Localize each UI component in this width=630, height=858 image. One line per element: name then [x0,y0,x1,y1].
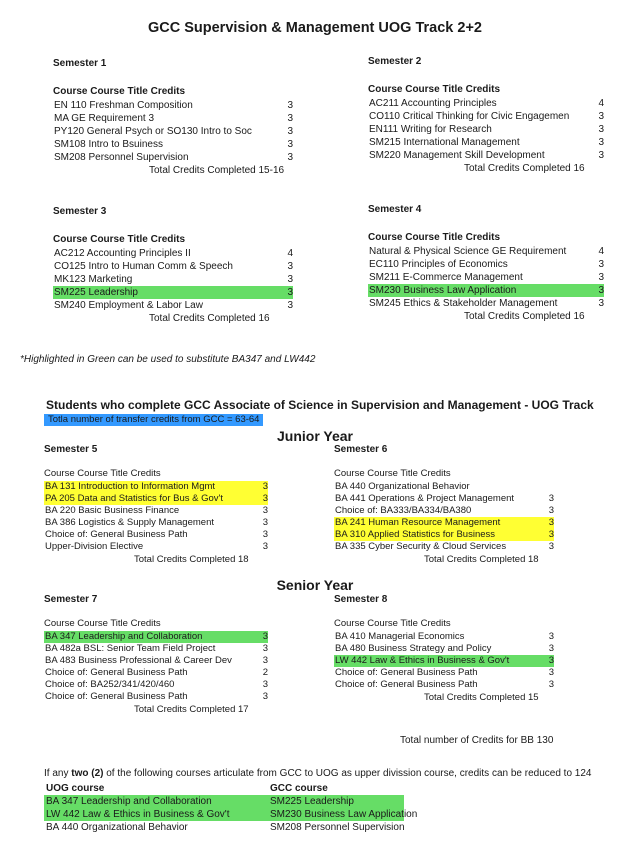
column-header: Course Course Title Credits [334,468,451,479]
course-row [44,631,268,643]
course-credit: 3 [262,529,268,540]
reduction-text-post: of the following courses articulate from GCC to UOG as upper divission course, credits can be reduced to 124 [103,768,592,779]
course-row [53,99,293,112]
transfer-credits: Totla number of transfer credits from GCC = 63-64 [44,414,263,426]
course-name: BA 335 Cyber Security & Cloud Services [335,541,507,552]
course-credit: 3 [548,667,554,678]
course-name: BA 440 Organizational Behavior [335,481,470,492]
course-row [334,655,554,667]
course-credit: 3 [598,272,604,283]
semester-heading: Semester 7 [44,594,98,605]
course-name: Choice of: BA333/BA334/BA380 [335,505,472,516]
course-credit: 3 [598,111,604,122]
course-credit: 3 [548,631,554,642]
course-credit: 3 [287,152,293,163]
course-row [368,110,604,123]
course-name: BA 483 Business Professional & Career Dev [45,655,232,666]
course-row [44,667,268,679]
course-row [53,247,293,260]
page-title: GCC Supervision & Management UOG Track 2+2 [147,20,482,36]
course-name: BA 482a BSL: Senior Team Field Project [45,643,216,654]
course-name: Choice of: General Business Path [45,667,188,678]
reduction-text-bold: two (2) [71,768,104,779]
course-name: EC110 Principles of Economics [369,259,508,270]
course-row [334,493,554,505]
course-credit: 3 [548,517,554,528]
column-header: Course Course Title Credits [44,618,161,629]
course-name: BA 241 Human Resource Management [335,517,501,528]
semester-heading: Semester 5 [44,444,98,455]
column-header: Course Course Title Credits [334,618,451,629]
semester-8 [334,594,554,704]
course-credit: 4 [287,248,293,259]
course-row [334,667,554,679]
course-credit: 3 [262,505,268,516]
course-name: Choice of: General Business Path [335,679,478,690]
highlight-note: *Highlighted in Green can be used to substitute BA347 and LW442 [20,354,316,365]
course-name: BA 310 Applied Statistics for Business [335,529,496,540]
course-name: SM240 Employment & Labor Law [54,300,203,311]
course-row [53,112,293,125]
course-row [368,123,604,136]
course-row [368,97,604,110]
course-name: BA 480 Business Strategy and Policy [335,643,492,654]
course-credit: 3 [287,261,293,272]
course-credit: 4 [598,246,604,257]
course-row [334,679,554,691]
course-row [334,529,554,541]
uog-col-header: UOG course [46,783,105,794]
course-name: SM108 Intro to Bsuiness [54,139,163,150]
course-row [44,517,268,529]
course-credit: 3 [548,529,554,540]
course-credit: 3 [598,137,604,148]
gcc-course: SM208 Personnel Supervision [270,822,405,833]
semester-3 [53,206,293,326]
course-row [53,151,293,164]
course-credit: 3 [548,679,554,690]
course-credit: 3 [262,481,268,492]
course-credit: 3 [262,631,268,642]
uog-table-row [44,821,404,834]
course-credit: 3 [548,493,554,504]
course-row [334,505,554,517]
uog-table-row [44,795,404,808]
course-name: EN 110 Freshman Composition [54,100,193,111]
course-row [44,481,268,493]
course-name: MA GE Requirement 3 [54,113,155,124]
semester-1 [53,58,293,178]
course-credit: 3 [262,691,268,702]
course-name: BA 220 Basic Business Finance [45,505,180,516]
course-row [368,258,604,271]
total-credits: Total Credits Completed 17 [134,704,249,715]
course-row [368,149,604,162]
uog-table-header [44,782,404,795]
course-credit: 3 [262,541,268,552]
course-row [334,541,554,553]
course-name: SM215 International Management [369,137,520,148]
course-row [44,643,268,655]
course-name: PY120 General Psych or SO130 Intro to Soc [54,126,252,137]
course-credit: 3 [287,300,293,311]
course-credit: 3 [598,285,604,296]
semester-7 [44,594,268,716]
total-credits: Total Credits Completed 16 [464,311,585,322]
course-row [368,245,604,258]
course-name: Choice of: General Business Path [45,691,188,702]
semester-heading: Semester 8 [334,594,388,605]
course-name: BA 131 Introduction to Information Mgmt [45,481,216,492]
course-credit: 3 [262,643,268,654]
course-credit: 3 [598,124,604,135]
junior-year-title: Junior Year [276,428,353,444]
course-name: CO125 Intro to Human Comm & Speech [54,261,233,272]
course-row [334,481,554,493]
bb-total-credits: Total number of Credits for BB 130 [400,735,554,746]
uog-course: LW 442 Law & Ethics in Business & Gov't [46,809,230,820]
total-credits: Total Credits Completed 15 [424,692,539,703]
course-row [368,136,604,149]
course-name: SM230 Business Law Application [369,285,517,296]
course-row [44,655,268,667]
semester-heading: Semester 3 [53,206,107,217]
course-name: Natural & Physical Science GE Requirement [369,246,567,257]
gcc-course: SM225 Leadership [270,796,354,807]
course-name: BA 347 Leadership and Collaboration [45,631,203,642]
course-name: AC212 Accounting Principles II [54,248,191,259]
course-name: Choice of: BA252/341/420/460 [45,679,175,690]
course-name: SM225 Leadership [54,287,138,298]
course-row [53,286,293,299]
course-credit: 3 [548,655,554,666]
course-row [334,631,554,643]
course-credit: 3 [548,643,554,654]
course-credit: 3 [287,274,293,285]
semester-2 [368,56,604,176]
course-row [44,679,268,691]
column-header: Course Course Title Credits [53,86,186,97]
course-credit: 3 [287,126,293,137]
course-credit: 3 [262,493,268,504]
senior-year-title: Senior Year [276,577,354,593]
uog-table-row [44,808,418,821]
column-header: Course Course Title Credits [368,84,501,95]
course-credit: 3 [287,113,293,124]
course-row [44,691,268,703]
semester-heading: Semester 2 [368,56,422,67]
course-name: BA 386 Logistics & Supply Management [45,517,214,528]
column-header: Course Course Title Credits [44,468,161,479]
gcc-col-header: GCC course [270,783,328,794]
course-credit: 3 [262,517,268,528]
total-credits: Total Credits Completed 15-16 [149,165,285,176]
course-credit: 3 [287,100,293,111]
course-row [53,299,293,312]
course-name: EN111 Writing for Research [369,124,492,135]
reduction-note [44,768,591,779]
course-name: LW 442 Law & Ethics in Business & Gov't [335,655,510,666]
course-credit: 3 [548,541,554,552]
semester-6 [334,444,554,566]
course-row [44,541,268,553]
course-name: CO110 Critical Thinking for Civic Engagemen [369,111,570,122]
course-row [368,271,604,284]
course-name: MK123 Marketing [54,274,133,285]
course-credit: 2 [262,667,268,678]
column-header: Course Course Title Credits [53,234,186,245]
reduction-text-pre: If any [44,768,72,779]
course-row [44,529,268,541]
course-credit: 3 [262,679,268,690]
course-row [53,125,293,138]
course-row [334,643,554,655]
course-name: BA 410 Managerial Economics [335,631,465,642]
course-credit: 3 [287,287,293,298]
total-credits: Total Credits Completed 16 [464,163,585,174]
course-row [44,493,268,505]
course-name: SM245 Ethics & Stakeholder Management [369,298,558,309]
course-credit: 3 [598,150,604,161]
semester-4 [368,204,604,324]
course-credit: 3 [598,259,604,270]
course-name: SM220 Management Skill Development [369,150,545,161]
course-name: SM208 Personnel Supervision [54,152,189,163]
course-row [53,260,293,273]
course-credit: 3 [548,505,554,516]
semester-heading: Semester 1 [53,58,107,69]
uog-gcc-table [44,782,418,834]
course-name: PA 205 Data and Statistics for Bus & Gov't [45,493,224,504]
column-header: Course Course Title Credits [368,232,501,243]
course-credit: 4 [598,98,604,109]
course-credit: 3 [262,655,268,666]
total-credits: Total Credits Completed 16 [149,313,270,324]
course-name: SM211 E-Commerce Management [369,272,523,283]
gcc-course: SM230 Business Law Application [270,809,418,820]
uog-course: BA 347 Leadership and Collaboration [46,796,212,807]
course-row [368,297,604,310]
course-row [53,273,293,286]
semester-heading: Semester 6 [334,444,388,455]
semester-heading: Semester 4 [368,204,422,215]
section-title: Students who complete GCC Associate of Science in Supervision and Management - UOG Track [46,398,594,412]
semester-5 [44,444,268,566]
course-row [53,138,293,151]
course-row [334,517,554,529]
course-row [44,505,268,517]
total-credits: Total Credits Completed 18 [134,554,249,565]
course-name: Choice of: General Business Path [45,529,188,540]
course-credit: 3 [598,298,604,309]
total-credits: Total Credits Completed 18 [424,554,539,565]
course-row [368,284,604,297]
course-name: Choice of: General Business Path [335,667,478,678]
course-name: AC211 Accounting Principles [369,98,497,109]
course-name: Upper-Division Elective [45,541,144,552]
course-name: BA 441 Operations & Project Management [335,493,515,504]
uog-course: BA 440 Organizational Behavior [46,822,188,833]
course-credit: 3 [287,139,293,150]
